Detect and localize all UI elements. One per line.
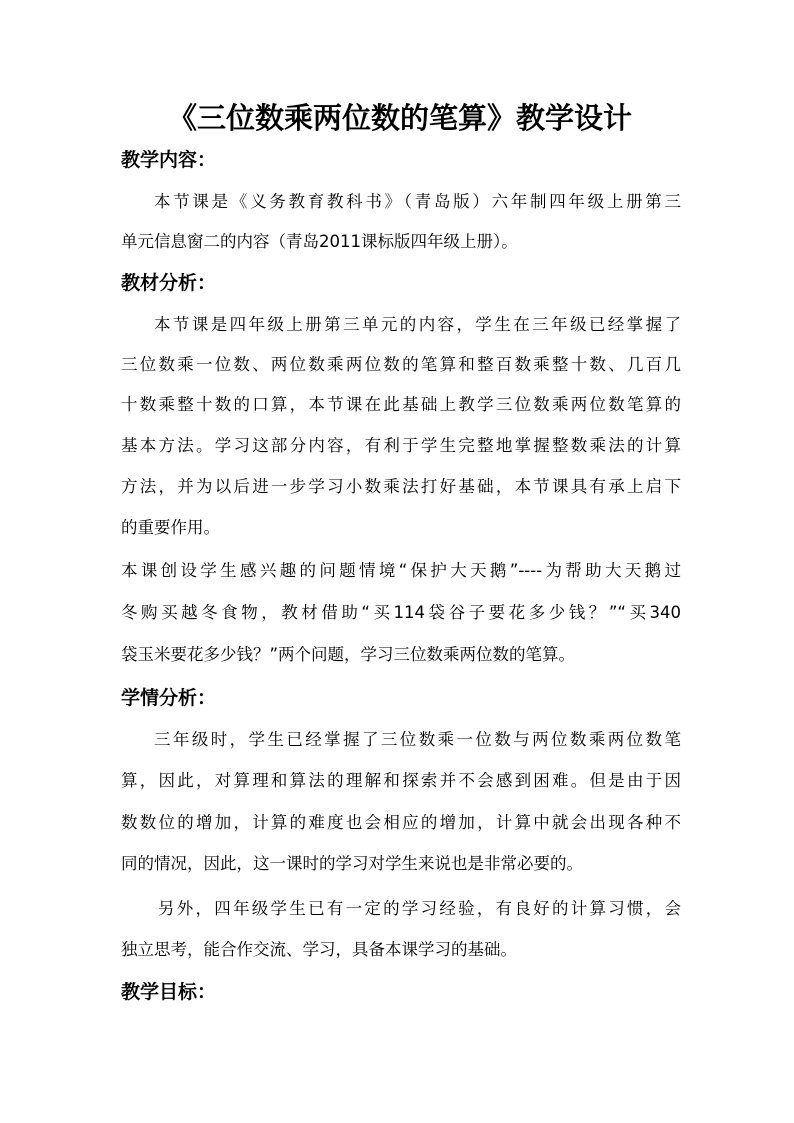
- paragraph-line: 方法，并为以后进一步学习小数乘法打好基础，本节课具有承上启下: [121, 477, 681, 496]
- paragraph-line: 算，因此，对算理和算法的理解和探索并不会感到困难。但是由于因: [121, 771, 681, 790]
- paragraph-line: 本课创设学生感兴趣的问题情境“保护大天鹅”----为帮助大天鹅过: [121, 561, 681, 580]
- paragraph-line: 另外，四年级学生已有一定的学习经验，有良好的计算习惯，会: [158, 899, 681, 918]
- paragraph-line: 袋玉米要花多少钱？”两个问题，学习三位数乘两位数的笔算。: [121, 645, 576, 664]
- paragraph-line: 冬购买越冬食物，教材借助“买114袋谷子要花多少钱？”“买340: [121, 603, 681, 622]
- paragraph-line: 三位数乘一位数、两位数乘两位数的笔算和整百数乘整十数、几百几: [121, 355, 681, 374]
- paragraph-line: 的重要作用。: [121, 518, 220, 537]
- paragraph-line: 单元信息窗二的内容（青岛2011课标版四年级上册）。: [121, 232, 518, 251]
- paragraph-line: 基本方法。学习这部分内容，有利于学生完整地掌握整数乘法的计算: [121, 436, 681, 455]
- paragraph-line: 同的情况，因此，这一课时的学习对学生来说也是非常必要的。: [121, 854, 583, 873]
- section-heading-material: 教材分析：: [121, 272, 217, 294]
- paragraph-line: 数数位的增加，计算的难度也会相应的增加，计算中就会出现各种不: [121, 813, 681, 832]
- paragraph-line: 本节课是《义务教育教科书》（青岛版）六年制四年级上册第三: [154, 192, 681, 211]
- section-heading-goals: 教学目标：: [121, 981, 217, 1003]
- paragraph-line: 独立思考，能合作交流、学习，具备本课学习的基础。: [121, 940, 517, 959]
- paragraph-line: 十数乘整十数的口算，本节课在此基础上教学三位数乘两位数笔算的: [121, 395, 681, 414]
- paragraph-line: 本节课是四年级上册第三单元的内容，学生在三年级已经掌握了: [154, 315, 681, 334]
- document-title: 《三位数乘两位数的笔算》教学设计: [167, 101, 632, 135]
- section-heading-content: 教学内容：: [121, 149, 217, 171]
- paragraph-line: 三年级时，学生已经掌握了三位数乘一位数与两位数乘两位数笔: [154, 730, 681, 749]
- section-heading-students: 学情分析：: [121, 687, 217, 709]
